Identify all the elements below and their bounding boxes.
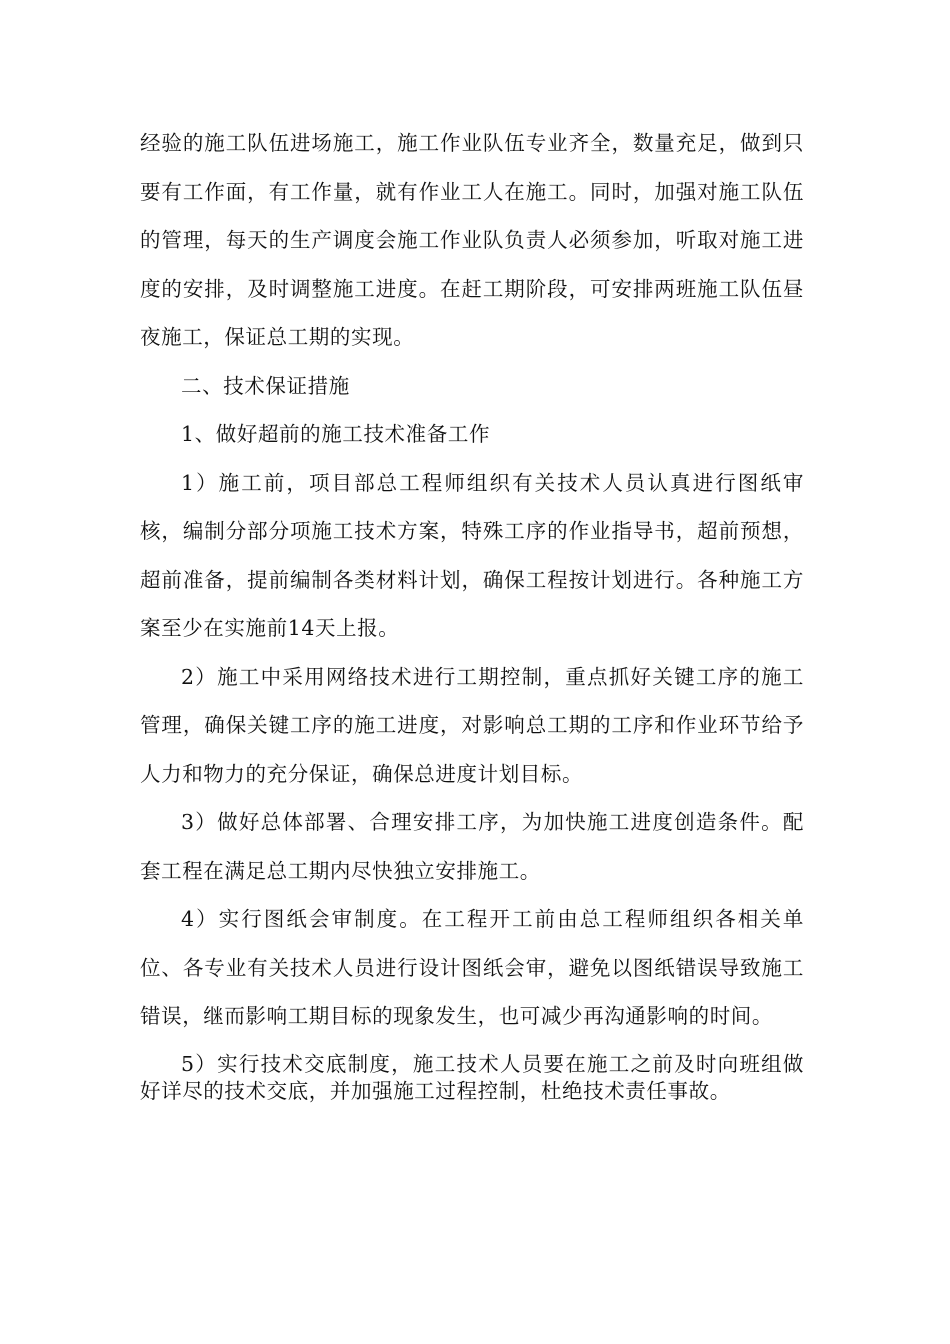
paragraph-item-2: 2）施工中采用网络技术进行工期控制，重点抓好关键工序的施工管理，确保关键工序的施工进度，对影响总工期的工序和作业环节给予人力和物力的充分保证，确保总进度计划目标。	[140, 664, 804, 786]
paragraph-item-3: 3）做好总体部署、合理安排工序，为加快施工进度创造条件。配套工程在满足总工期内尽快独立安排施工。	[140, 810, 804, 883]
document-body	[140, 119, 804, 1105]
paragraph-item-5: 5）实行技术交底制度，施工技术人员要在施工之前及时向班组做好详尽的技术交底，并加强施工过程控制，杜绝技术责任事故。	[140, 1051, 804, 1103]
paragraph-continued: 经验的施工队伍进场施工，施工作业队伍专业齐全，数量充足，做到只要有工作面，有工作量，就有作业工人在施工。同时，加强对施工队伍的管理，每天的生产调度会施工作业队负责人必须参加，听取对施工进度的安排，及时调整施工进度。在赶工期阶段，可安排两班施工队伍昼夜施工，保证总工期的实现。	[140, 131, 804, 349]
paragraph-item-4: 4）实行图纸会审制度。在工程开工前由总工程师组织各相关单位、各专业有关技术人员进行设计图纸会审，避免以图纸错误导致施工错误，继而影响工期目标的现象发生，也可减少再沟通影响的时间。	[140, 907, 804, 1028]
section-heading-technical-measures: 二、技术保证措施	[181, 373, 350, 398]
paragraph-item-1: 1）施工前，项目部总工程师组织有关技术人员认真进行图纸审核，编制分部分项施工技术方案，特殊工序的作业指导书，超前预想，超前准备，提前编制各类材料计划，确保工程按计划进行。各种施工方案至少在实施前14天上报。	[140, 470, 804, 640]
subsection-heading-preparation: 1、做好超前的施工技术准备工作	[181, 422, 491, 446]
